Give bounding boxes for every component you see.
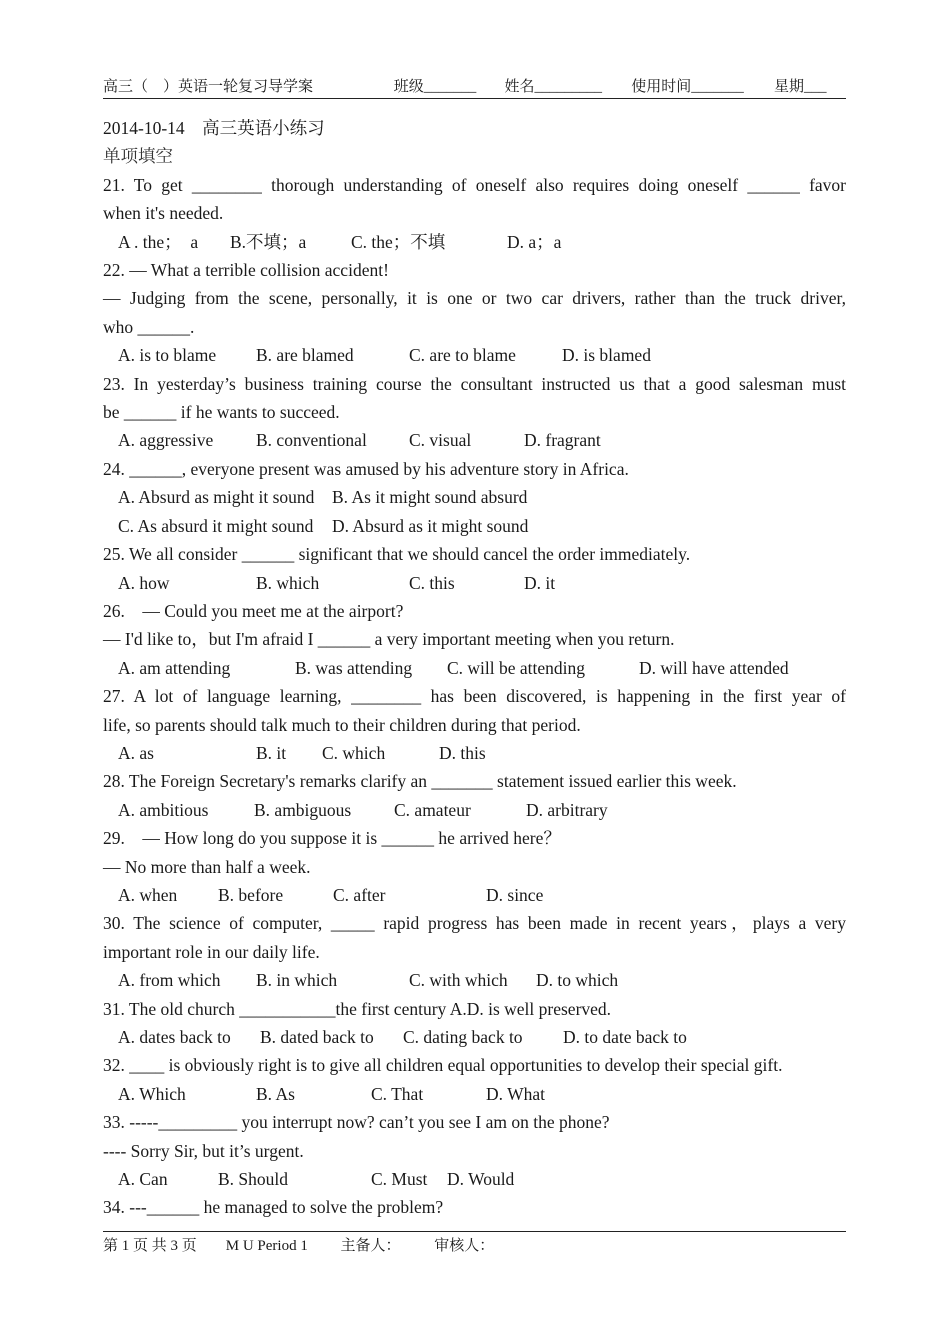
option-c: C. which (322, 742, 386, 763)
page-number: 第 1 页 共 3 页 (103, 1238, 197, 1254)
question-stem: 31. The old church ___________the first century A.D. is well preserved. (103, 998, 612, 1019)
question-34 (103, 1193, 846, 1221)
option-d: D. arbitrary (526, 799, 608, 820)
section-heading: 单项填空 (103, 146, 173, 167)
options (103, 228, 846, 256)
options (103, 1165, 846, 1193)
option-a: A. is to blame (118, 345, 217, 366)
question-21 (103, 171, 846, 256)
options (103, 881, 846, 909)
time-field: 使用时间_______ (631, 79, 744, 95)
page-footer (103, 1231, 846, 1255)
period-label: M U Period 1 (225, 1238, 308, 1254)
option-b: B. As it might sound absurd (332, 487, 528, 508)
option-d: D. a；a (507, 231, 562, 252)
question-stem: 24. ______, everyone present was amused by his adventure story in Africa. (103, 458, 629, 479)
options-row-2 (103, 512, 846, 540)
worksheet-body (103, 114, 846, 1222)
question-stem: 26. — Could you meet me at the airport? (103, 600, 404, 621)
question-reply: — Judging from the scene, personally, it is one or two car drivers, rather than the truck driver, (103, 288, 846, 309)
option-c: C. after (333, 884, 386, 905)
options (103, 1023, 846, 1051)
option-b: B. which (256, 572, 320, 593)
option-b: B. are blamed (256, 345, 354, 366)
option-b: B. before (218, 884, 284, 905)
question-stem: 32. ____ is obviously right is to give all children equal opportunities to develop their special gift. (103, 1055, 783, 1076)
reviewer-label: 审核人： (434, 1238, 495, 1254)
option-b: B. conventional (256, 430, 367, 451)
option-b: B.不填；a (230, 231, 307, 252)
option-c: C. amateur (394, 799, 471, 820)
class-field: 班级_______ (393, 79, 477, 95)
option-a: A. when (118, 884, 178, 905)
option-d: D. will have attended (639, 657, 789, 678)
question-stem: 21. To get ________ thorough understanding of oneself also requires doing oneself ______ favor (103, 174, 846, 195)
question-stem: 25. We all consider ______ significant that we should cancel the order immediately. (103, 544, 691, 565)
option-d: D. What (486, 1083, 545, 1104)
option-b: B. As (256, 1083, 295, 1104)
option-d: D. this (439, 742, 486, 763)
options (103, 739, 846, 767)
option-c: C. visual (409, 430, 472, 451)
question-stem: 29. — How long do you suppose it is ______ he arrived here？ (103, 828, 561, 849)
question-23 (103, 370, 846, 455)
question-stem: 33. -----_________ you interrupt now? can’t you see I am on the phone? (103, 1112, 610, 1133)
question-reply: — I'd like to，but I'm afraid I ______ a very important meeting when you return. (103, 629, 675, 650)
option-d: D. since (486, 884, 544, 905)
option-d: D. to date back to (563, 1027, 687, 1047)
question-33 (103, 1108, 846, 1193)
option-c: C. As absurd it might sound (118, 515, 314, 536)
options (103, 569, 846, 597)
question-stem: 27. A lot of language learning, ________ has been discovered, is happening in the first year of (103, 686, 846, 707)
question-30 (103, 909, 846, 994)
question-22 (103, 256, 846, 370)
question-stem: 23. In yesterday’s business training course the consultant instructed us that a good salesman must (103, 373, 846, 394)
option-a: A . the； a (118, 231, 199, 252)
question-stem: 30. The science of computer, _____ rapid progress has been made in recent years，plays a very (103, 913, 846, 934)
option-c: C. Must (371, 1169, 428, 1190)
option-b: B. dated back to (260, 1027, 374, 1047)
options (103, 966, 846, 994)
options (103, 341, 846, 369)
option-b: B. was attending (295, 657, 413, 678)
question-27 (103, 682, 846, 767)
question-31 (103, 995, 846, 1052)
question-25 (103, 540, 846, 597)
options (103, 796, 846, 824)
question-32 (103, 1051, 846, 1108)
option-d: D. Would (447, 1169, 515, 1190)
option-c: C. will be attending (447, 657, 586, 678)
option-c: C. with which (409, 970, 508, 991)
option-b: B. in which (256, 970, 338, 991)
question-28 (103, 767, 846, 824)
question-stem: 28. The Foreign Secretary's remarks clarify an _______ statement issued earlier this week. (103, 771, 737, 792)
option-d: D. fragrant (524, 430, 601, 451)
question-stem-cont: important role in our daily life. (103, 941, 320, 962)
option-b: B. Should (218, 1169, 289, 1190)
option-b: B. ambiguous (254, 799, 352, 820)
option-a: A. Can (118, 1169, 168, 1190)
question-reply: ---- Sorry Sir, but it’s urgent. (103, 1140, 304, 1161)
question-reply: — No more than half a week. (103, 856, 311, 877)
option-a: A. dates back to (118, 1027, 231, 1047)
preparer-label: 主备人： (340, 1238, 401, 1254)
options (103, 1080, 846, 1108)
question-29 (103, 824, 846, 909)
question-stem-cont: when it's needed. (103, 203, 224, 224)
option-d: D. Absurd as it might sound (332, 515, 529, 536)
option-a: A. am attending (118, 657, 231, 678)
question-stem: 22. — What a terrible collision accident! (103, 260, 389, 281)
option-a: A. Absurd as might it sound (118, 487, 315, 508)
option-b: B. it (256, 742, 287, 763)
course-title: 高三（ ）英语一轮复习导学案 (103, 79, 314, 95)
question-stem: 34. ---______ he managed to solve the problem? (103, 1197, 444, 1218)
worksheet-title: 2014-10-14 高三英语小练习 (103, 118, 325, 138)
option-a: A. how (118, 572, 170, 593)
options (103, 426, 846, 454)
option-c: C. dating back to (403, 1027, 523, 1047)
page-header (103, 75, 846, 99)
question-stem-cont: be ______ if he wants to succeed. (103, 402, 340, 423)
option-c: C. are to blame (409, 345, 516, 366)
option-d: D. to which (536, 970, 619, 991)
option-d: D. is blamed (562, 345, 651, 366)
question-reply-cont: who ______. (103, 316, 195, 337)
option-c: C. the；不填 (351, 231, 446, 252)
option-c: C. That (371, 1083, 424, 1104)
options (103, 654, 846, 682)
option-a: A. ambitious (118, 799, 209, 820)
question-26 (103, 597, 846, 682)
option-c: C. this (409, 572, 455, 593)
question-24 (103, 455, 846, 540)
option-a: A. as (118, 742, 154, 763)
option-a: A. from which (118, 970, 221, 991)
question-stem-cont: life, so parents should talk much to their children during that period. (103, 714, 581, 735)
option-a: A. aggressive (118, 430, 214, 451)
option-a: A. Which (118, 1083, 186, 1104)
weekday-field: 星期___ (774, 79, 827, 95)
name-field: 姓名_________ (504, 79, 603, 95)
options-row-1 (103, 483, 846, 511)
option-d: D. it (524, 572, 556, 593)
